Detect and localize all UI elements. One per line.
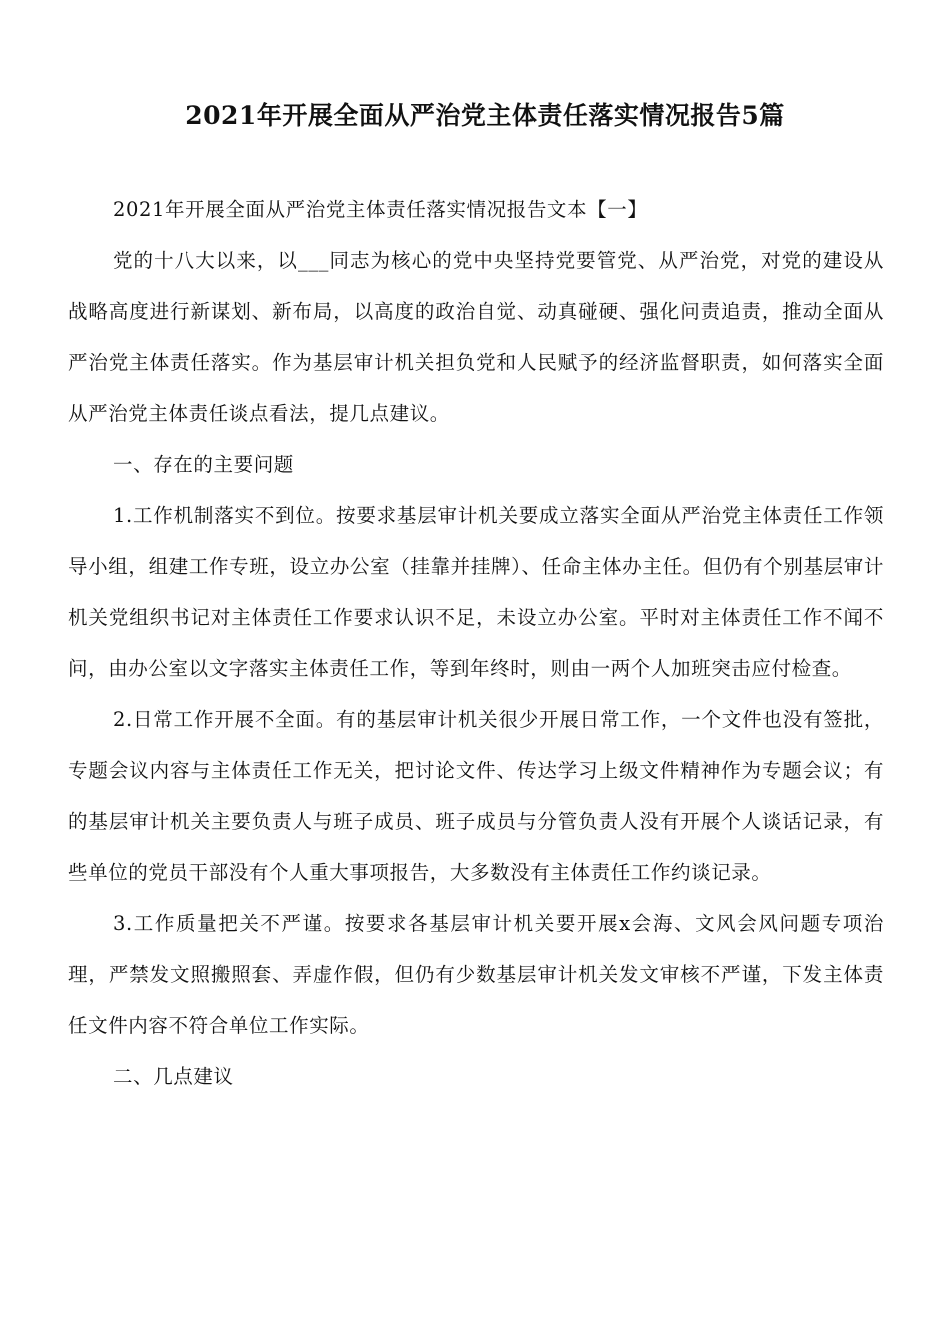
paragraph-problem-3: 3.工作质量把关不严谨。按要求各基层审计机关要开展x会海、文风会风问题专项治理，严禁发文照搬照套、弄虚作假，但仍有少数基层审计机关发文审核不严谨，下发主体责任文件内容不符合单位工作实际。 bbox=[68, 912, 884, 1037]
document-body bbox=[68, 184, 884, 1102]
section-heading-suggestions: 二、几点建议 bbox=[113, 1065, 234, 1088]
paragraph-problem-1: 1.工作机制落实不到位。按要求基层审计机关要成立落实全面从严治党主体责任工作领导小组，组建工作专班，设立办公室（挂靠并挂牌）、任命主体办主任。但仍有个别基层审计机关党组织书记对主体责任工作要求认识不足，未设立办公室。平时对主体责任工作不闻不问，由办公室以文字落实主体责任工作，等到年终时，则由一两个人加班突击应付检查。 bbox=[68, 504, 884, 680]
document-title: 2021年开展全面从严治党主体责任落实情况报告5篇 bbox=[185, 101, 785, 130]
section-heading-report-one: 2021年开展全面从严治党主体责任落实情况报告文本【一】 bbox=[113, 198, 648, 221]
paragraph-intro: 党的十八大以来，以___同志为核心的党中央坚持党要管党、从严治党，对党的建设从战略高度进行新谋划、新布局，以高度的政治自觉、动真碰硬、强化问责追责，推动全面从严治党主体责任落实。作为基层审计机关担负党和人民赋予的经济监督职责，如何落实全面从严治党主体责任谈点看法，提几点建议。 bbox=[68, 249, 884, 425]
section-heading-problems: 一、存在的主要问题 bbox=[113, 453, 294, 476]
paragraph-problem-2: 2.日常工作开展不全面。有的基层审计机关很少开展日常工作，一个文件也没有签批，专题会议内容与主体责任工作无关，把讨论文件、传达学习上级文件精神作为专题会议；有的基层审计机关主要负责人与班子成员、班子成员与分管负责人没有开展个人谈话记录，有些单位的党员干部没有个人重大事项报告，大多数没有主体责任工作约谈记录。 bbox=[68, 708, 884, 884]
